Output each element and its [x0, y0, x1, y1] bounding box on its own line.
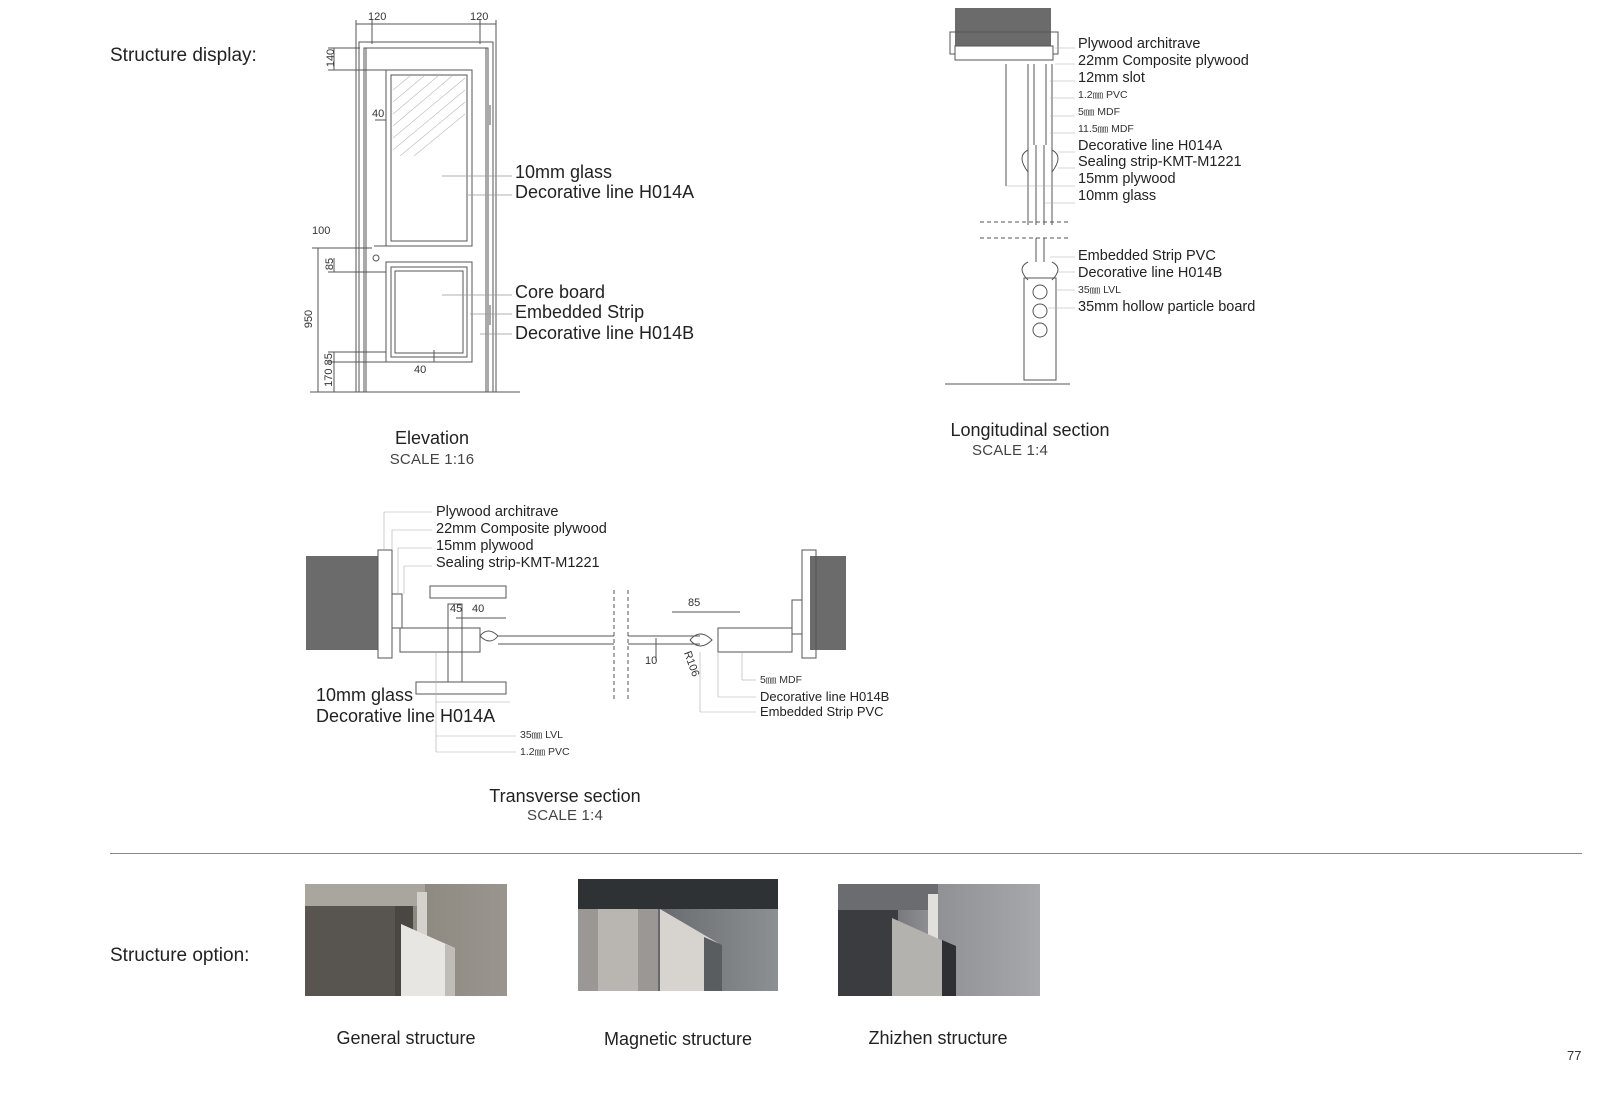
dim-top-right: 120 — [470, 11, 489, 23]
option-label-general: General structure — [336, 1028, 476, 1048]
trans-label-5mdf: 5㎜ MDF — [760, 674, 802, 686]
option-label-zhizhen: Zhizhen structure — [868, 1028, 1008, 1048]
long-label-composite-plywood: 22mm Composite plywood — [1078, 53, 1249, 69]
section-divider — [110, 853, 1582, 854]
trans-dim-45: 45 — [450, 603, 463, 615]
trans-dim-85: 85 — [688, 597, 701, 609]
trans-dim-40: 40 — [472, 603, 485, 615]
long-label-5mdf: 5㎜ MDF — [1078, 106, 1120, 118]
dim-950: 950 — [303, 309, 316, 329]
elevation-label-h014a: Decorative line H014A — [515, 182, 695, 202]
trans-label-pvc: 1.2㎜ PVC — [520, 746, 570, 758]
dim-40-bottom: 40 — [414, 364, 427, 376]
transverse-scale: SCALE 1:4 — [526, 807, 603, 824]
long-label-glass: 10mm glass — [1078, 188, 1157, 204]
long-label-11mdf: 11.5㎜ MDF — [1078, 123, 1134, 135]
longitudinal-title: Longitudinal section — [950, 420, 1110, 440]
long-label-plywood-architrave: Plywood architrave — [1078, 36, 1201, 52]
elevation-label-core-board: Core board — [515, 282, 606, 302]
trans-label-h014a: Decorative line H014A — [316, 706, 496, 726]
long-label-h014a: Decorative line H014A — [1078, 138, 1223, 154]
option-label-magnetic: Magnetic structure — [603, 1029, 753, 1049]
trans-label-h014b-pos: Decorative line H014B — [760, 689, 890, 704]
general-structure-photo — [305, 884, 507, 996]
dim-140: 140 — [325, 48, 338, 68]
structure-display-heading: Structure display: — [110, 45, 257, 66]
dim-top-left: 120 — [368, 11, 387, 23]
magnetic-structure-photo — [578, 879, 778, 991]
dim-40-top: 40 — [372, 108, 385, 120]
transverse-title: Transverse section — [489, 786, 641, 806]
elevation-label-h014b: Decorative line H014B — [515, 323, 695, 343]
longitudinal-scale: SCALE 1:4 — [971, 442, 1048, 459]
dim-100: 100 — [312, 225, 331, 237]
long-label-h014b: Decorative line H014B — [1078, 265, 1223, 281]
zhizhen-structure-photo — [838, 884, 1040, 996]
long-label-lvl: 35㎜ LVL — [1078, 284, 1121, 296]
long-label-embedded-strip: Embedded Strip PVC — [1078, 248, 1216, 264]
long-label-slot: 12mm slot — [1078, 70, 1145, 86]
long-label-hollow-board: 35mm hollow particle board — [1078, 299, 1256, 315]
elevation-scale: SCALE 1:16 — [389, 451, 475, 468]
trans-label-plywood-architrave: Plywood architrave — [436, 504, 559, 520]
trans-dim-r106: R106 — [681, 649, 702, 679]
trans-label-glass: 10mm glass — [316, 685, 414, 705]
trans-label-embedded-strip: Embedded Strip PVC — [760, 704, 884, 719]
elevation-label-embedded-strip: Embedded Strip — [515, 302, 645, 322]
trans-label-composite-plywood: 22mm Composite plywood — [436, 521, 607, 537]
trans-label-15plywood: 15mm plywood — [436, 538, 534, 554]
trans-label-sealing: Sealing strip-KMT-M1221 — [436, 555, 600, 571]
long-label-sealing: Sealing strip-KMT-M1221 — [1078, 154, 1242, 170]
long-label-15plywood: 15mm plywood — [1078, 171, 1176, 187]
transverse-labels-top — [436, 504, 607, 572]
dim-85: 85 — [324, 257, 337, 271]
long-label-pvc: 1.2㎜ PVC — [1078, 89, 1128, 101]
structure-option-heading: Structure option: — [110, 945, 250, 966]
dim-170-85: 170 85 — [322, 353, 335, 387]
trans-label-lvl: 35㎜ LVL — [520, 729, 563, 741]
trans-dim-10: 10 — [645, 655, 658, 667]
page-number: 77 — [1567, 1048, 1582, 1063]
elevation-label-glass: 10mm glass — [515, 162, 613, 182]
elevation-title: Elevation — [394, 428, 470, 448]
